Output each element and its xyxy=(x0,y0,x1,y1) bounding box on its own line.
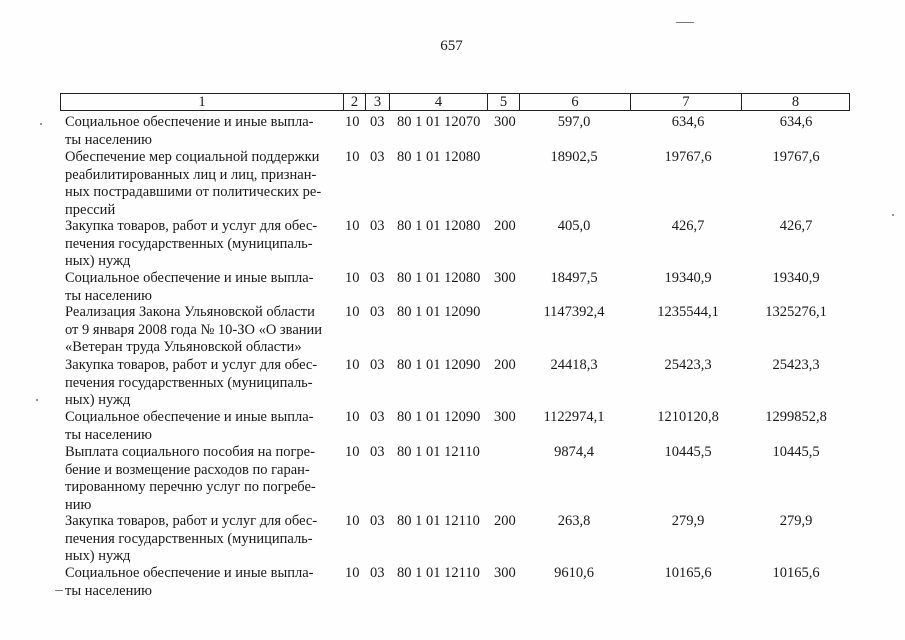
cell-c3: 03 xyxy=(370,218,385,234)
row-name: Выплата социального пособия на погре- бение и возмещение расходов по гаран- тированному перечню услуг по погребе- нию xyxy=(65,444,316,513)
row-name: Закупка товаров, работ и услуг для обес- печения государственных (муниципаль- ных) нужд xyxy=(65,357,318,408)
cell-c3: 03 xyxy=(370,357,385,373)
scan-speck xyxy=(55,590,63,591)
cell-c7: 1235544,1 xyxy=(657,304,719,320)
cell-c7: 19767,6 xyxy=(664,149,712,165)
cell-c5: 200 xyxy=(494,513,516,529)
cell-c6: 1122974,1 xyxy=(543,409,605,425)
cell-c6: 9610,6 xyxy=(554,565,594,581)
cell-c4: 80 1 01 12090 xyxy=(397,357,481,373)
row-name: Социальное обеспечение и иные выпла- ты населению xyxy=(65,114,314,148)
cell-c3: 03 xyxy=(370,565,385,581)
cell-c2: 10 xyxy=(345,444,360,460)
cell-c2: 10 xyxy=(345,513,360,529)
cell-c2: 10 xyxy=(345,149,360,165)
cell-c8: 426,7 xyxy=(779,218,813,234)
cell-c5: 300 xyxy=(494,565,516,581)
row-name: Реализация Закона Ульяновской области от 9 января 2008 года № 10-ЗО «О звании «Ветеран труда Ульяновской области» xyxy=(65,304,323,355)
header-col-1: 1 xyxy=(61,94,344,110)
cell-c6: 263,8 xyxy=(557,513,591,529)
cell-c7: 19340,9 xyxy=(664,270,712,286)
cell-c3: 03 xyxy=(370,114,385,130)
cell-c4: 80 1 01 12110 xyxy=(397,444,480,460)
cell-c3: 03 xyxy=(370,513,385,529)
cell-c8: 10165,6 xyxy=(772,565,820,581)
cell-c6: 18497,5 xyxy=(550,270,598,286)
cell-c8: 279,9 xyxy=(779,513,813,529)
cell-c6: 18902,5 xyxy=(550,149,598,165)
cell-c2: 10 xyxy=(345,357,360,373)
cell-c4: 80 1 01 12090 xyxy=(397,304,481,320)
scan-speck xyxy=(676,22,694,23)
cell-c7: 10165,6 xyxy=(664,565,712,581)
cell-c6: 405,0 xyxy=(557,218,591,234)
cell-c5: 300 xyxy=(494,114,516,130)
cell-c7: 10445,5 xyxy=(664,444,712,460)
cell-c4: 80 1 01 12090 xyxy=(397,409,481,425)
cell-c5: 300 xyxy=(494,270,516,286)
cell-c8: 19767,6 xyxy=(772,149,820,165)
cell-c7: 25423,3 xyxy=(664,357,712,373)
cell-c4: 80 1 01 12080 xyxy=(397,270,481,286)
cell-c4: 80 1 01 12110 xyxy=(397,565,480,581)
header-col-7: 7 xyxy=(631,94,742,110)
cell-c4: 80 1 01 12070 xyxy=(397,114,481,130)
cell-c6: 24418,3 xyxy=(550,357,598,373)
row-name: Социальное обеспечение и иные выпла- ты населению xyxy=(65,565,314,599)
row-name: Закупка товаров, работ и услуг для обес- печения государственных (муниципаль- ных) нужд xyxy=(65,513,318,564)
cell-c2: 10 xyxy=(345,409,360,425)
scan-speck xyxy=(40,123,42,125)
cell-c5: 300 xyxy=(494,409,516,425)
header-col-8: 8 xyxy=(791,94,800,110)
cell-c5: 200 xyxy=(494,357,516,373)
cell-c6: 9874,4 xyxy=(554,444,594,460)
cell-c8: 1299852,8 xyxy=(765,409,827,425)
cell-c2: 10 xyxy=(345,218,360,234)
row-name: Закупка товаров, работ и услуг для обес- печения государственных (муниципаль- ных) нужд xyxy=(65,218,318,269)
cell-c7: 426,7 xyxy=(671,218,705,234)
scan-speck xyxy=(36,399,38,401)
cell-c3: 03 xyxy=(370,444,385,460)
cell-c8: 25423,3 xyxy=(772,357,820,373)
cell-c3: 03 xyxy=(370,304,385,320)
cell-c2: 10 xyxy=(345,304,360,320)
cell-c8: 19340,9 xyxy=(772,270,820,286)
header-col-4: 4 xyxy=(390,94,488,110)
cell-c4: 80 1 01 12080 xyxy=(397,218,481,234)
cell-c8: 10445,5 xyxy=(772,444,820,460)
cell-c3: 03 xyxy=(370,409,385,425)
cell-c7: 1210120,8 xyxy=(657,409,719,425)
cell-c4: 80 1 01 12080 xyxy=(397,149,481,165)
row-name: Обеспечение мер социальной поддержки реабилитированных лиц и лиц, признан- ных пострадавшими от политических ре- прессий xyxy=(65,149,322,218)
cell-c5: 200 xyxy=(494,218,516,234)
cell-c8: 634,6 xyxy=(779,114,813,130)
row-name: Социальное обеспечение и иные выпла- ты населению xyxy=(65,409,314,443)
cell-c2: 10 xyxy=(345,270,360,286)
row-name: Социальное обеспечение и иные выпла- ты населению xyxy=(65,270,314,304)
cell-c8: 1325276,1 xyxy=(765,304,827,320)
cell-c6: 597,0 xyxy=(557,114,591,130)
cell-c3: 03 xyxy=(370,270,385,286)
cell-c2: 10 xyxy=(345,114,360,130)
cell-c4: 80 1 01 12110 xyxy=(397,513,480,529)
header-col-3: 3 xyxy=(366,94,390,110)
cell-c7: 279,9 xyxy=(671,513,705,529)
page-number: 657 xyxy=(440,38,463,54)
cell-c3: 03 xyxy=(370,149,385,165)
cell-c7: 634,6 xyxy=(671,114,705,130)
table-header-row xyxy=(60,93,850,111)
cell-c2: 10 xyxy=(345,565,360,581)
header-col-2: 2 xyxy=(344,94,366,110)
scan-speck xyxy=(892,214,894,216)
cell-c6: 1147392,4 xyxy=(543,304,605,320)
header-col-6: 6 xyxy=(520,94,631,110)
header-col-5: 5 xyxy=(488,94,520,110)
